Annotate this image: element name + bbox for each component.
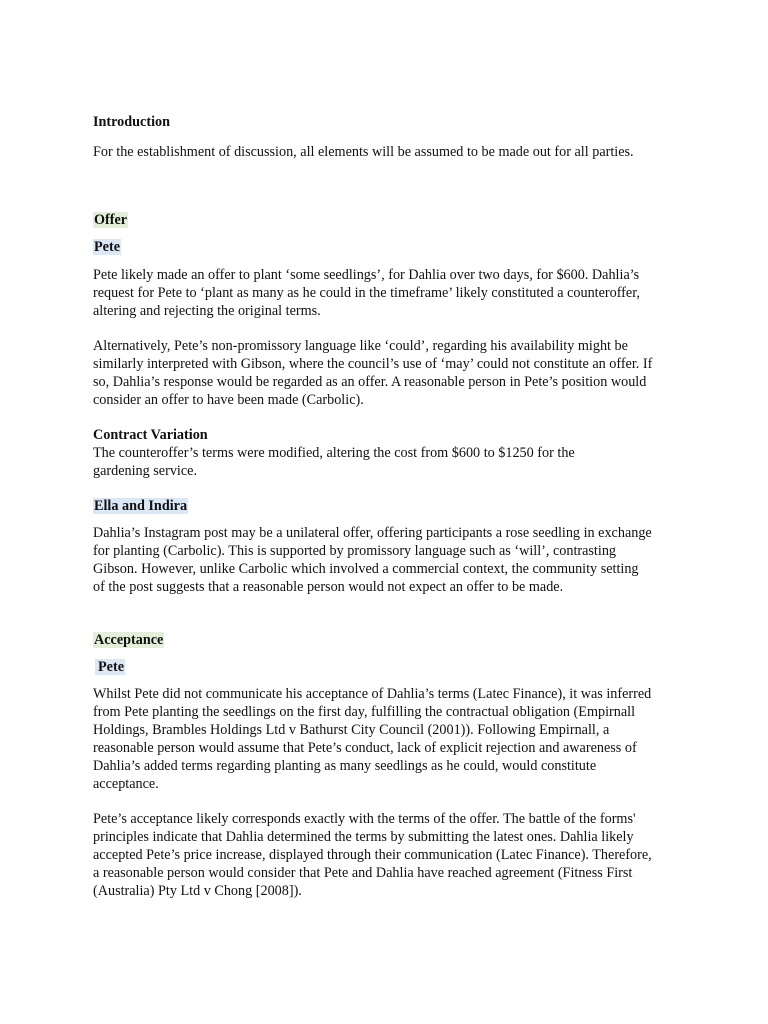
contract-variation-paragraph: The counteroffer’s terms were modified, altering the cost from $600 to $1250 for the gardening service. xyxy=(93,445,575,479)
acceptance-heading-text: Acceptance xyxy=(94,632,164,648)
pete-offer-heading-text: Pete xyxy=(94,239,120,255)
offer-heading xyxy=(93,211,128,229)
introduction-heading: Introduction xyxy=(93,114,170,130)
introduction-paragraph: For the establishment of discussion, all elements will be assumed to be made out for all parties. xyxy=(93,144,634,160)
ella-indira-paragraph: Dahlia’s Instagram post may be a unilateral offer, offering participants a rose seedling in exchange for planting (Carbolic). This is supported by promissory language such as ‘will’, contrasting Gibson. However, unlike Carbolic which involved a commercial context, the community setting of the post suggests that a reasonable person would not expect an offer to be made. xyxy=(93,525,652,595)
ella-indira-heading xyxy=(93,497,188,515)
acceptance-heading xyxy=(93,631,164,649)
pete-acceptance-paragraph-2: Pete’s acceptance likely corresponds exactly with the terms of the offer. The battle of the forms' principles indicate that Dahlia determined the terms by submitting the latest ones. Dahlia likely accepted Pete’s price increase, displayed through their communication (Latec Finance). Therefore, a reasonable person would consider that Pete and Dahlia have reached agreement (Fitness First (Australia) Pty Ltd v Chong [2008]). xyxy=(93,811,652,899)
pete-offer-paragraph-1: Pete likely made an offer to plant ‘some seedlings’, for Dahlia over two days, for $600. Dahlia’s request for Pete to ‘plant as many as he could in the timeframe’ likely constituted a counteroffer, altering and rejecting the original terms. xyxy=(93,267,640,319)
pete-acceptance-heading xyxy=(95,658,125,676)
contract-variation-heading: Contract Variation xyxy=(93,427,208,443)
offer-heading-text: Offer xyxy=(94,212,128,228)
pete-acceptance-heading-text: Pete xyxy=(95,659,125,675)
ella-indira-heading-text: Ella and Indira xyxy=(94,498,188,514)
pete-offer-paragraph-2: Alternatively, Pete’s non-promissory language like ‘could’, regarding his availability might be similarly interpreted with Gibson, where the council’s use of ‘may’ could not constitute an offer. If so, Dahlia’s response would be regarded as an offer. A reasonable person in Pete’s position would consider an offer to have been made (Carbolic). xyxy=(93,338,653,408)
pete-offer-heading xyxy=(93,238,121,256)
pete-acceptance-paragraph-1: Whilst Pete did not communicate his acceptance of Dahlia’s terms (Latec Finance), it was inferred from Pete planting the seedlings on the first day, fulfilling the contractual obligation (Empirnall Holdings, Brambles Holdings Ltd v Bathurst City Council (2001)). Following Empirnall, a reasonable person would assume that Pete’s conduct, lack of explicit rejection and awareness of Dahlia’s added terms regarding planting as many seedlings as he could, would constitute acceptance. xyxy=(93,686,652,792)
